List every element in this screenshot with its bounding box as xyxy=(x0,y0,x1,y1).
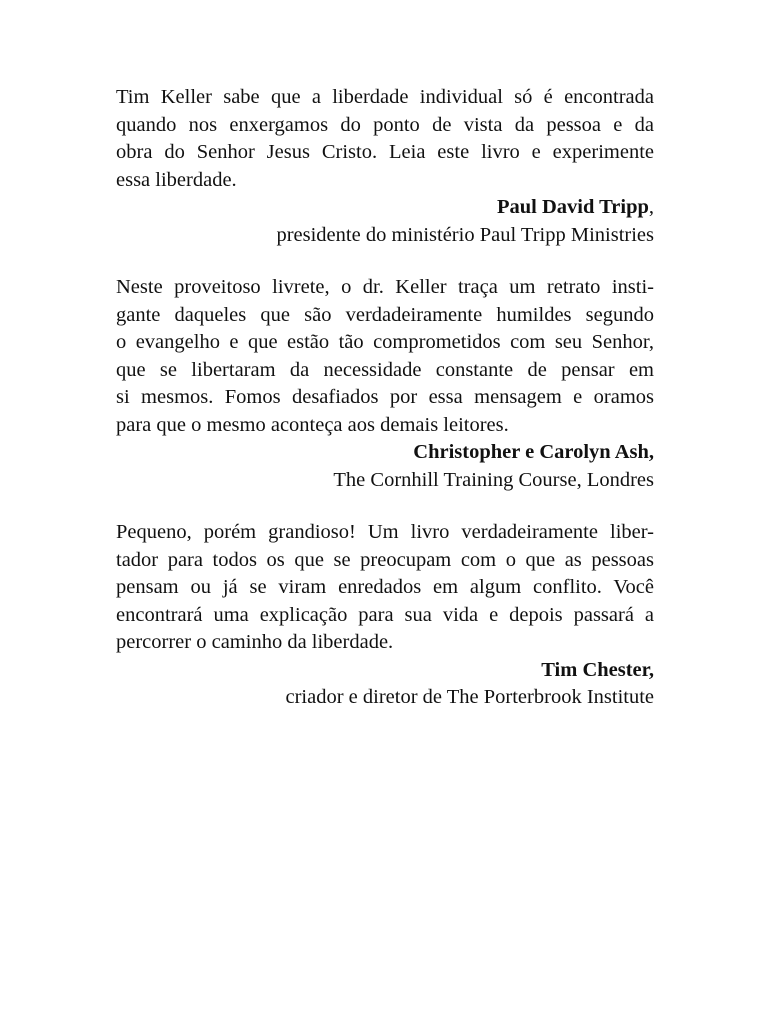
endorser-name: Paul David Tripp xyxy=(496,196,649,218)
quote-line: essa liberdade. xyxy=(116,168,237,191)
endorser-role: presidente do ministério Paul Tripp Ministries xyxy=(276,223,654,246)
quote-line: Pequeno, porém grandioso! Um livro verdadeiramente liber- xyxy=(116,521,654,543)
endorser-role: The Cornhill Training Course, Londres xyxy=(333,468,654,491)
quote-line: Neste proveitoso livrete, o dr. Keller traça um retrato insti- xyxy=(116,276,654,298)
quote-line: encontrará uma explicação para sua vida e depois passará a xyxy=(116,603,654,626)
endorser-name: Tim Chester, xyxy=(541,658,654,681)
quote-line: Tim Keller sabe que a liberdade individual só é encontrada xyxy=(116,86,654,108)
quote-line: obra do Senhor Jesus Cristo. Leia este livro e experimente xyxy=(116,141,654,163)
endorsement-chester xyxy=(116,519,654,712)
quote-line: que se libertaram da necessidade constante de pensar em xyxy=(116,358,654,381)
quote-line: gante daqueles que são verdadeiramente humildes segundo xyxy=(116,303,654,326)
endorser-name: Christopher e Carolyn Ash, xyxy=(413,441,654,463)
quote-line: quando nos enxergamos do ponto de vista da pessoa e da xyxy=(116,113,654,136)
endorser-name-line xyxy=(116,194,654,222)
endorser-name-line xyxy=(116,657,654,685)
endorsement-ash xyxy=(116,274,654,494)
quote-line: para que o mesmo aconteça aos demais leitores. xyxy=(116,413,509,436)
quote-line: tador para todos os que se preocupam com o que as pessoas xyxy=(116,548,654,571)
quote-line: percorrer o caminho da liberdade. xyxy=(116,631,394,653)
endorser-name-line xyxy=(116,439,654,467)
endorsement-tripp xyxy=(116,84,654,249)
endorser-role: criador e diretor de The Porterbrook Institute xyxy=(285,686,654,708)
endorsements-page xyxy=(116,84,654,737)
endorser-name-comma: , xyxy=(648,196,654,218)
quote-line: o evangelho e que estão tão comprometidos com seu Senhor, xyxy=(116,331,654,353)
quote-line: si mesmos. Fomos desafiados por essa mensagem e oramos xyxy=(116,386,654,408)
quote-line: pensam ou já se viram enredados em algum conflito. Você xyxy=(116,576,654,598)
